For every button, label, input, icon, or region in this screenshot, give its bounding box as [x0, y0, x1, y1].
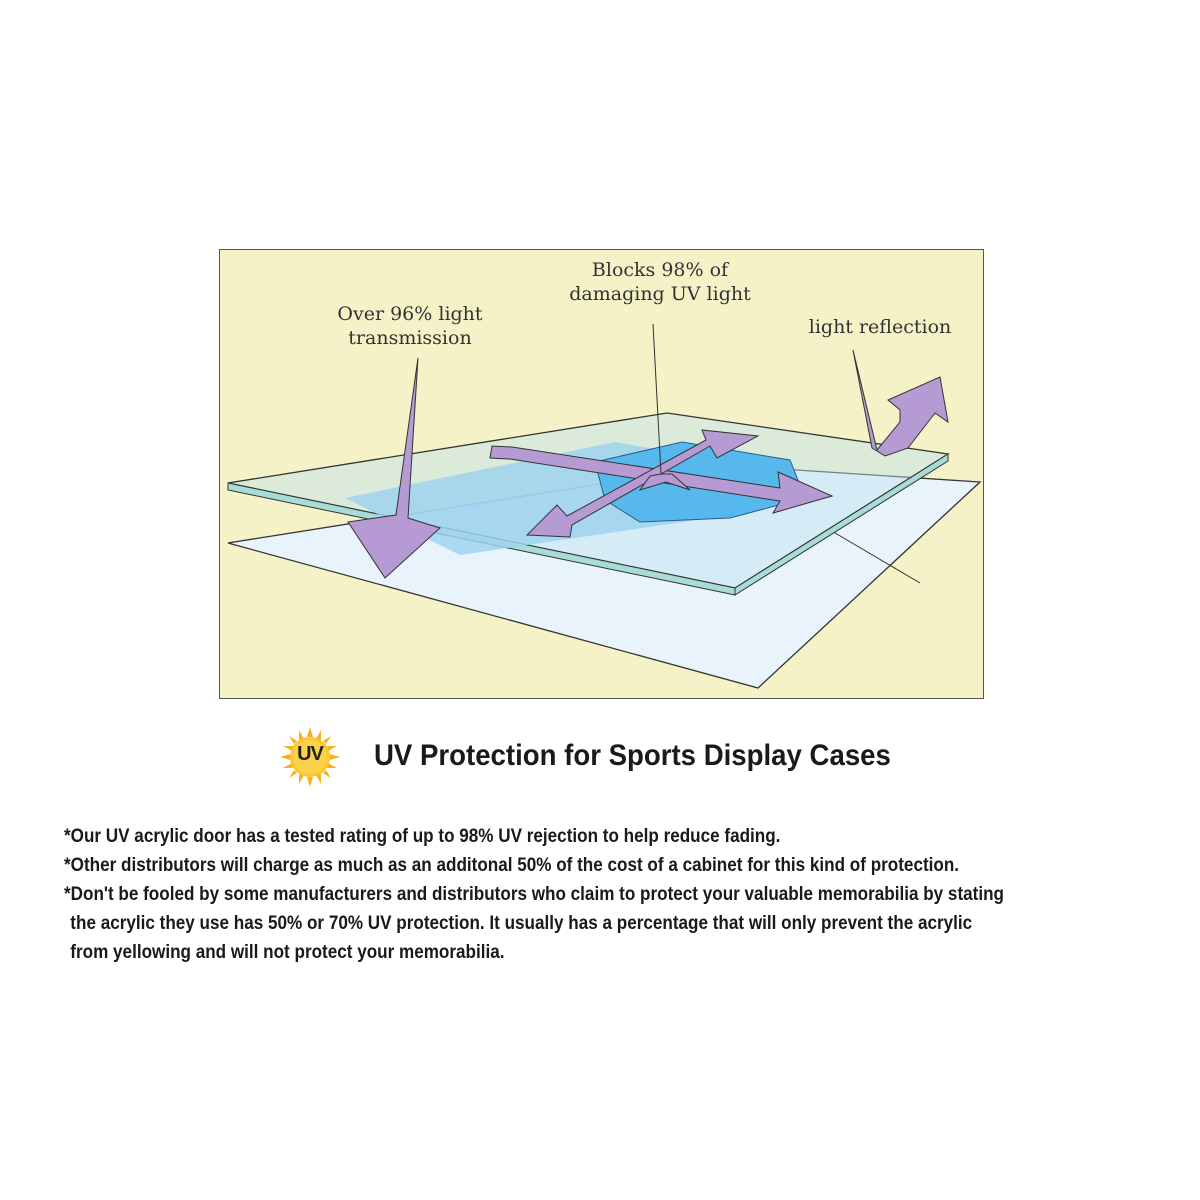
note-item: the acrylic they use has 50% or 70% UV protection. It usually has a percentage that will only prevent the acrylic: [70, 913, 973, 934]
title-row: [280, 727, 960, 787]
transmission-label-line2: transmission: [348, 327, 472, 349]
note-item: *Other distributors will charge as much as an additonal 50% of the cost of a cabinet for this kind of protection.: [64, 855, 960, 876]
page-title: UV Protection for Sports Display Cases: [374, 739, 891, 772]
uv-block-label: [555, 258, 765, 306]
notes-list: [64, 822, 1184, 967]
reflection-label: light reflection: [808, 316, 952, 338]
uv-sun-icon: [280, 727, 340, 787]
note-item: from yellowing and will not protect your memorabilia.: [70, 942, 505, 963]
transmission-label-line1: Over 96% light: [337, 303, 483, 325]
uv-block-label-line1: Blocks 98% of: [591, 259, 729, 281]
uv-block-label-line2: damaging UV light: [569, 283, 751, 305]
note-item: *Don't be fooled by some manufacturers and distributors who claim to protect your valuable memorabilia by stating: [64, 884, 1004, 905]
uv-protection-diagram: [219, 249, 984, 699]
light-reflection-arrow: [853, 350, 948, 456]
uv-badge-text: UV: [297, 743, 323, 765]
transmission-label: [330, 302, 490, 350]
note-item: *Our UV acrylic door has a tested rating of up to 98% UV rejection to help reduce fading.: [64, 826, 781, 847]
